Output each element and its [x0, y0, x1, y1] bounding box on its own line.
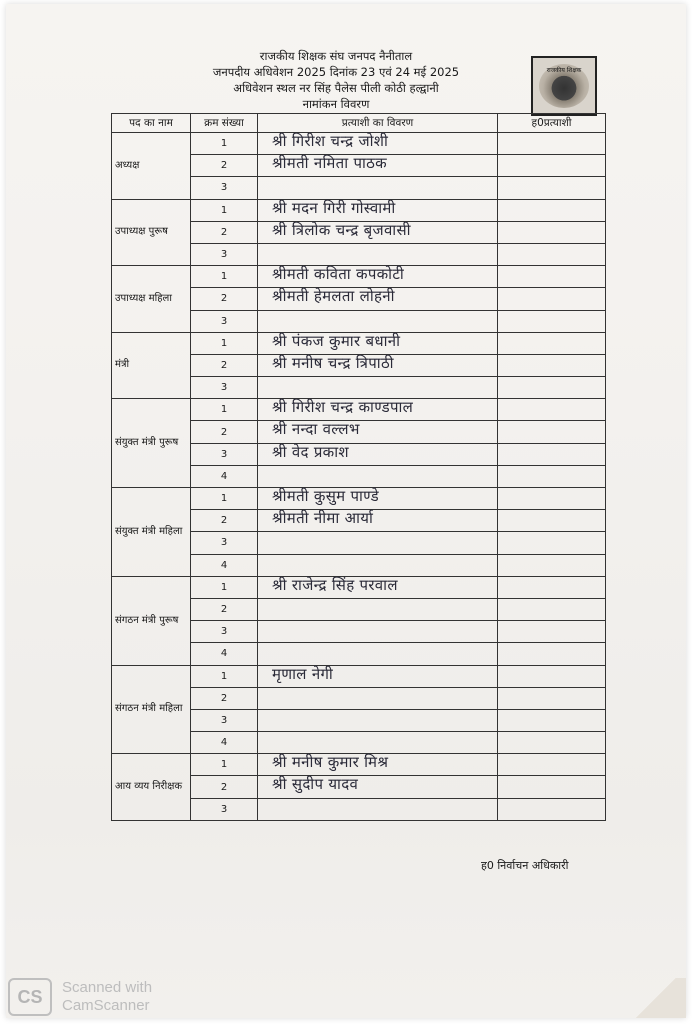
serial-number: 3: [191, 243, 258, 265]
candidate-signature-cell: [498, 354, 606, 376]
candidate-cell: [258, 155, 498, 177]
candidate-cell: [258, 243, 498, 265]
candidate-cell: [258, 332, 498, 354]
candidate-signature-cell: [498, 443, 606, 465]
camscanner-watermark: [8, 978, 152, 1016]
post-name: संयुक्त मंत्री महिला: [112, 488, 191, 577]
candidate-cell: [258, 354, 498, 376]
candidate-cell: [258, 709, 498, 731]
candidate-signature-cell: [498, 155, 606, 177]
serial-number: 1: [191, 576, 258, 598]
serial-number: 1: [191, 332, 258, 354]
candidate-signature-cell: [498, 177, 606, 199]
header-line-4: नामांकन विवरण: [302, 97, 370, 111]
serial-number: 4: [191, 554, 258, 576]
candidate-signature-cell: [498, 133, 606, 155]
candidate-cell: [258, 776, 498, 798]
watermark-line-1: Scanned with: [62, 979, 153, 996]
candidate-signature-cell: [498, 399, 606, 421]
candidate-signature-cell: [498, 776, 606, 798]
candidate-name: श्री त्रिलोक चन्द्र बृजवासी: [272, 220, 411, 239]
header-serial: क्रम संख्या: [191, 114, 258, 133]
candidate-cell: [258, 532, 498, 554]
candidate-signature-cell: [498, 199, 606, 221]
candidate-signature-cell: [498, 510, 606, 532]
serial-number: 1: [191, 754, 258, 776]
serial-number: 1: [191, 488, 258, 510]
candidate-signature-cell: [498, 687, 606, 709]
candidate-signature-cell: [498, 266, 606, 288]
logo-text: राजकीय शिक्षक: [546, 67, 582, 74]
serial-number: 2: [191, 510, 258, 532]
candidate-cell: [258, 665, 498, 687]
candidate-name: श्रीमती हेमलता लोहनी: [272, 287, 395, 306]
candidate-cell: [258, 687, 498, 709]
post-name: उपाध्यक्ष महिला: [112, 266, 191, 333]
header-signature: ह0प्रत्याशी: [498, 114, 606, 133]
serial-number: 1: [191, 133, 258, 155]
candidate-signature-cell: [498, 488, 606, 510]
logo-emblem-icon: [539, 64, 589, 108]
candidate-cell: [258, 465, 498, 487]
serial-number: 2: [191, 598, 258, 620]
candidate-cell: [258, 488, 498, 510]
header-line-2: जनपदीय अधिवेशन 2025 दिनांक 23 एवं 24 मई 2025: [212, 65, 460, 79]
post-name: संयुक्त मंत्री पुरूष: [112, 399, 191, 488]
table-row: [112, 133, 606, 155]
table-row: [112, 199, 606, 221]
candidate-cell: [258, 643, 498, 665]
watermark-text: [62, 979, 152, 1015]
table-row: [112, 576, 606, 598]
serial-number: 3: [191, 177, 258, 199]
table-row: [112, 399, 606, 421]
candidate-signature-cell: [498, 643, 606, 665]
candidate-name: श्री मनीष कुमार मिश्र: [272, 753, 389, 772]
serial-number: 1: [191, 199, 258, 221]
candidate-cell: [258, 510, 498, 532]
serial-number: 4: [191, 643, 258, 665]
serial-number: 3: [191, 621, 258, 643]
candidate-signature-cell: [498, 665, 606, 687]
candidate-cell: [258, 554, 498, 576]
candidate-cell: [258, 621, 498, 643]
candidate-signature-cell: [498, 288, 606, 310]
candidate-cell: [258, 177, 498, 199]
candidate-cell: [258, 288, 498, 310]
table-row: [112, 754, 606, 776]
serial-number: 1: [191, 399, 258, 421]
candidate-signature-cell: [498, 709, 606, 731]
candidate-cell: [258, 377, 498, 399]
document-header: [156, 48, 516, 112]
candidate-signature-cell: [498, 798, 606, 820]
post-name: संगठन मंत्री पुरूष: [112, 576, 191, 665]
candidate-name: श्री राजेन्द्र सिंह परवाल: [272, 575, 398, 594]
serial-number: 1: [191, 266, 258, 288]
serial-number: 4: [191, 732, 258, 754]
post-name: संगठन मंत्री महिला: [112, 665, 191, 754]
post-name: उपाध्यक्ष पुरूष: [112, 199, 191, 266]
candidate-name: श्री गिरीश चन्द्र काण्डपाल: [272, 398, 414, 417]
candidate-name: श्रीमती कुसुम पाण्डे: [272, 487, 379, 505]
serial-number: 1: [191, 665, 258, 687]
serial-number: 2: [191, 221, 258, 243]
serial-number: 3: [191, 443, 258, 465]
candidate-signature-cell: [498, 532, 606, 554]
candidate-name: मृणाल नेगी: [272, 664, 334, 683]
table-row: [112, 266, 606, 288]
serial-number: 3: [191, 310, 258, 332]
table-row: [112, 332, 606, 354]
serial-number: 2: [191, 155, 258, 177]
serial-number: 3: [191, 798, 258, 820]
candidate-cell: [258, 754, 498, 776]
watermark-line-2: CamScanner: [62, 997, 150, 1014]
header-post: पद का नाम: [112, 114, 191, 133]
candidate-cell: [258, 598, 498, 620]
table-row: [112, 665, 606, 687]
serial-number: 2: [191, 776, 258, 798]
header-candidate: प्रत्याशी का विवरण: [258, 114, 498, 133]
post-name: अध्यक्ष: [112, 133, 191, 200]
candidate-cell: [258, 443, 498, 465]
serial-number: 2: [191, 354, 258, 376]
candidate-name: श्रीमती कविता कपकोटी: [272, 265, 405, 284]
candidate-cell: [258, 199, 498, 221]
header-line-3: अधिवेशन स्थल नर सिंह पैलेस पीली कोठी हल्द्वानी: [233, 81, 439, 95]
candidate-cell: [258, 310, 498, 332]
candidate-cell: [258, 798, 498, 820]
candidate-signature-cell: [498, 221, 606, 243]
serial-number: 2: [191, 288, 258, 310]
candidate-cell: [258, 266, 498, 288]
candidate-signature-cell: [498, 732, 606, 754]
candidate-signature-cell: [498, 576, 606, 598]
candidate-name: श्री सुदीप यादव: [272, 775, 359, 794]
camscanner-logo-icon: CS: [8, 978, 52, 1016]
candidate-name: श्रीमती नीमा आर्या: [272, 509, 374, 528]
candidate-name: श्री गिरीश चन्द्र जोशी: [272, 132, 389, 150]
candidate-name: श्रीमती नमिता पाठक: [272, 154, 388, 173]
serial-number: 3: [191, 709, 258, 731]
post-name: आय व्यय निरीक्षक: [112, 754, 191, 821]
serial-number: 2: [191, 687, 258, 709]
candidate-signature-cell: [498, 554, 606, 576]
candidate-cell: [258, 399, 498, 421]
officer-signature-label: ह0 निर्वाचन अधिकारी: [481, 859, 569, 872]
candidate-cell: [258, 221, 498, 243]
candidate-signature-cell: [498, 243, 606, 265]
candidate-signature-cell: [498, 332, 606, 354]
candidate-cell: [258, 133, 498, 155]
candidate-signature-cell: [498, 310, 606, 332]
table-row: [112, 488, 606, 510]
candidate-signature-cell: [498, 598, 606, 620]
candidate-signature-cell: [498, 421, 606, 443]
table-header-row: [112, 114, 606, 133]
candidate-name: श्री नन्दा वल्लभ: [272, 420, 360, 439]
candidate-name: श्री वेद प्रकाश: [272, 442, 349, 461]
serial-number: 4: [191, 465, 258, 487]
candidate-cell: [258, 732, 498, 754]
candidate-cell: [258, 576, 498, 598]
candidate-name: श्री मनीष चन्द्र त्रिपाठी: [272, 353, 394, 372]
serial-number: 3: [191, 377, 258, 399]
post-name: मंत्री: [112, 332, 191, 399]
serial-number: 3: [191, 532, 258, 554]
serial-number: 2: [191, 421, 258, 443]
organization-logo: [531, 56, 597, 116]
candidate-signature-cell: [498, 754, 606, 776]
nomination-table: [111, 113, 606, 821]
header-line-1: राजकीय शिक्षक संघ जनपद नैनीताल: [259, 49, 413, 63]
candidate-name: श्री पंकज कुमार बधानी: [272, 331, 401, 350]
candidate-cell: [258, 421, 498, 443]
candidate-signature-cell: [498, 465, 606, 487]
candidate-name: श्री मदन गिरी गोस्वामी: [272, 198, 396, 217]
candidate-signature-cell: [498, 377, 606, 399]
table-body: [112, 133, 606, 821]
candidate-signature-cell: [498, 621, 606, 643]
